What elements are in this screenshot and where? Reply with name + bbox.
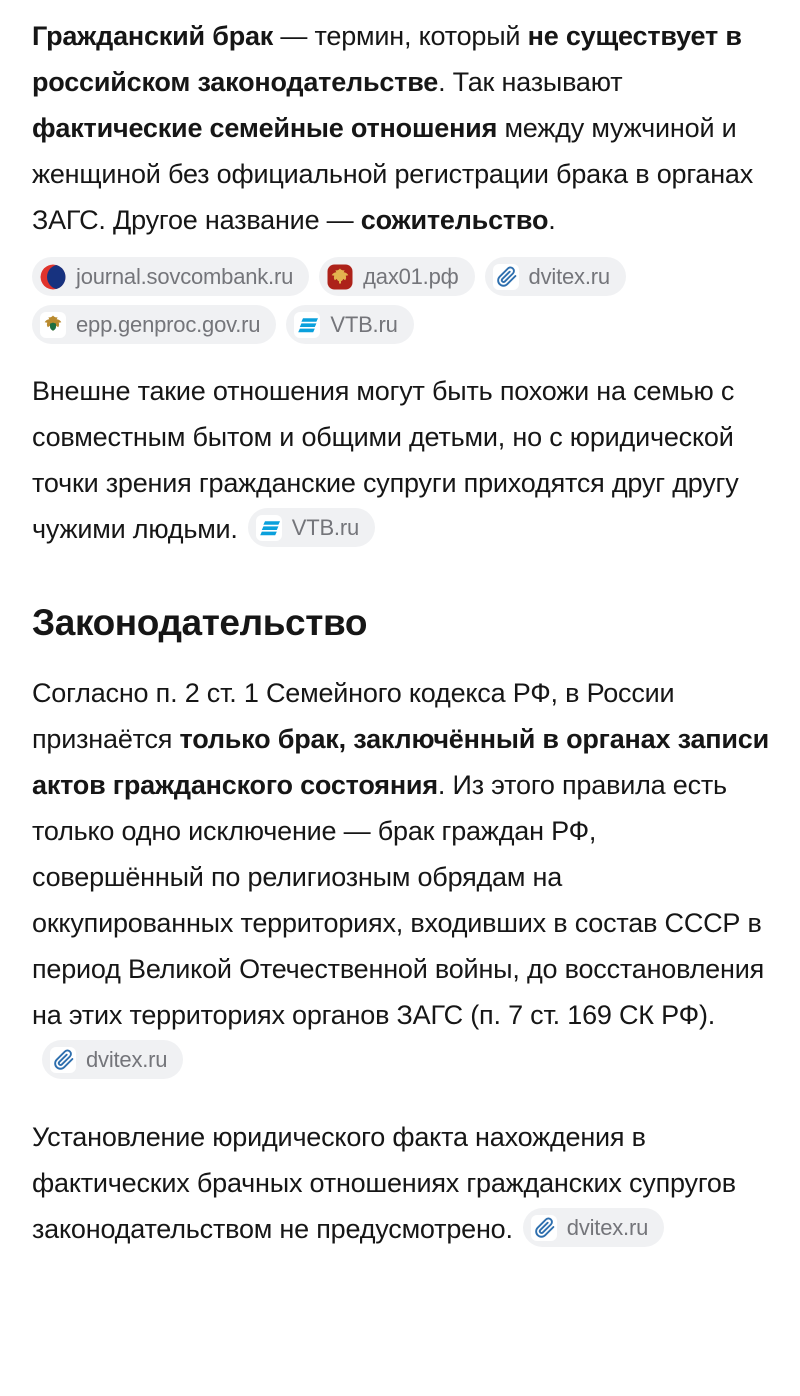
sovcombank-logo-icon — [39, 263, 67, 291]
russia-coat-of-arms-icon — [326, 263, 354, 291]
source-chip-vtb-ru[interactable] — [248, 508, 375, 547]
bold-text-segment: сожительство — [360, 205, 549, 235]
source-chip-dvitex-ru[interactable] — [485, 257, 626, 296]
legislation-paragraph — [32, 670, 770, 1084]
text-segment: . Так называют — [438, 67, 623, 97]
source-chip-label: dvitex.ru — [86, 1046, 168, 1072]
text-segment: Установление юридического факта нахождения в фактических брачных отношениях гражданских супругов законодательством не предусмотрено. — [32, 1122, 736, 1244]
text-segment: Внешне такие отношения могут быть похожи на семью с совместным бытом и общими детьми, но с юридической точки зрения гражданские супруги приходятся друг другу чужими людьми. — [32, 376, 739, 544]
source-chip-epp-genproc-gov-ru[interactable] — [32, 305, 276, 344]
source-chip-journal-sovcombank-ru[interactable] — [32, 257, 309, 296]
source-chip-label: VTB.ru — [330, 311, 398, 337]
source-chip-дах01-рф[interactable] — [319, 257, 474, 296]
text-segment: между мужчиной и женщиной без официальной регистрации брака в органах ЗАГС. Другое название — — [32, 113, 754, 235]
source-chips — [32, 257, 770, 344]
paperclip-icon — [492, 263, 520, 291]
appearance-paragraph — [32, 368, 770, 552]
genproc-emblem-icon — [39, 311, 67, 339]
bold-text-segment: Гражданский брак — [32, 21, 274, 51]
vtb-logo-icon — [255, 514, 283, 542]
source-chip-label: epp.genproc.gov.ru — [76, 311, 261, 337]
paperclip-icon — [49, 1046, 77, 1074]
source-chip-vtb-ru[interactable] — [286, 305, 413, 344]
bold-text-segment: фактические семейные отношения — [32, 113, 498, 143]
paperclip-icon — [530, 1214, 558, 1242]
bold-text-segment: только брак, заключённый в органах записи актов гражданского состояния — [32, 724, 769, 800]
bold-text-segment: не существует в российском законодательстве — [32, 21, 742, 97]
text-segment: — термин, который — [273, 21, 528, 51]
source-chip-label: journal.sovcombank.ru — [76, 263, 294, 289]
vtb-logo-icon — [293, 311, 321, 339]
source-chip-dvitex-ru[interactable] — [42, 1040, 183, 1079]
intro-paragraph — [32, 13, 770, 243]
source-chip-label: дах01.рф — [363, 263, 459, 289]
text-segment: . Из этого правила есть только одно исключение — брак граждан РФ, совершённый по религиозным обрядам на оккупированных территориях, входивших в состав СССР в период Великой Отечественной войны, до восстановления на этих территориях органов ЗАГС (п. 7 ст. 169 СК РФ). — [32, 770, 765, 1030]
source-chip-label: dvitex.ru — [528, 263, 610, 289]
text-segment: Согласно п. 2 ст. 1 Семейного кодекса РФ, в России признаётся — [32, 678, 675, 754]
source-chip-dvitex-ru[interactable] — [523, 1208, 664, 1247]
text-segment: . — [548, 205, 556, 235]
source-chip-label: VTB.ru — [291, 514, 360, 540]
legal-fact-paragraph — [32, 1114, 770, 1252]
source-chip-label: dvitex.ru — [566, 1214, 649, 1240]
legislation-heading: Законодательство — [32, 602, 368, 643]
